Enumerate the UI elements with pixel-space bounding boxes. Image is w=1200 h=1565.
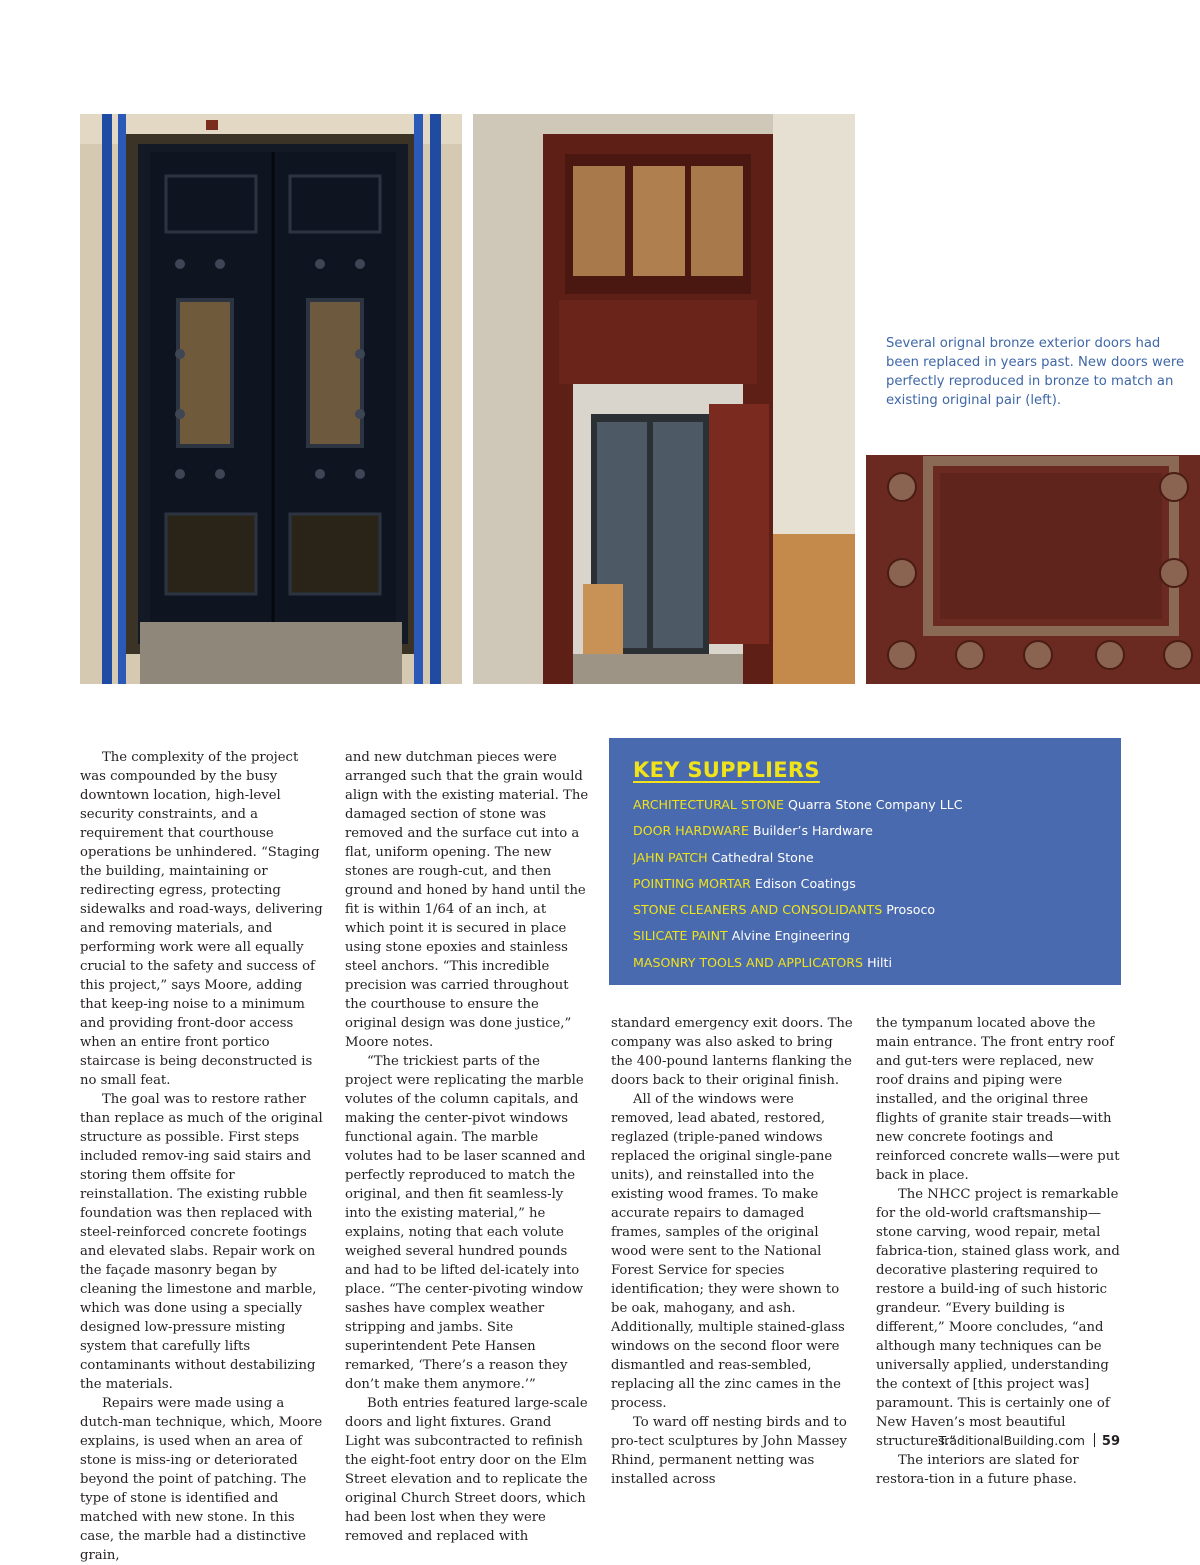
footer-site: TraditionalBuilding.com — [938, 1433, 1085, 1448]
body-column-2 — [345, 748, 589, 1546]
photo-original-bronze-doors — [80, 114, 462, 684]
key-suppliers-box — [609, 738, 1121, 985]
supplier-category: JAHN PATCH — [633, 849, 708, 865]
paragraph: Both entries featured large-scale doors and light fixtures. Grand Light was subcontracted to refinish the eight-foot entry door on the Elm Street elevation and to replicate the original Church Street doors, which had been lost when they were removed and replaced with — [345, 1396, 588, 1544]
supplier-name: Hilti — [867, 954, 892, 970]
paragraph: Repairs were made using a dutch-man technique, which, Moore explains, is used when an area of stone is miss-ing or deteriorated beyond the point of patching. The type of stone is identified and matched with new stone. In this case, the marble had a distinctive grain, — [80, 1396, 323, 1563]
body-column-1 — [80, 748, 324, 1565]
paragraph: and new dutchman pieces were arranged such that the grain would align with the existing material. The damaged section of stone was removed and the surface cut into a flat, uniform opening. The new stones are rough-cut, and then ground and honed by hand until the fit is within 1/64 of an inch, at which point it is secured in place using stone epoxies and stainless steel anchors. “This incredible precision was carried throughout the courthouse to ensure the original design was done justice,” Moore notes. — [345, 750, 589, 1050]
paragraph: the tympanum located above the main entrance. The front entry roof and gut-ters were replaced, new roof drains and piping were installed, and the original three flights of granite stair treads—with new concrete footings and reinforced concrete walls—were put back in place. — [876, 1016, 1120, 1183]
supplier-name: Builder’s Hardware — [752, 823, 873, 839]
body-column-4 — [876, 1014, 1120, 1489]
supplier-row — [633, 871, 1121, 897]
paragraph: The goal was to restore rather than replace as much of the original structure as possible. First steps included remov-ing said stairs and storing them offsite for reinstallation. The existing rubble foundation was then replaced with steel-reinforced concrete footings and elevated slabs. Repair work on the façade masonry began by cleaning the limestone and marble, which was done using a specially designed low-pressure misting system that carefully lifts contaminants without destabilizing the materials. — [80, 1092, 323, 1392]
supplier-category: SILICATE PAINT — [633, 928, 728, 944]
paragraph: The complexity of the project was compounded by the busy downtown location, high-level security constraints, and a requirement that courthouse operations be unhindered. “Staging the building, maintaining or redirecting egress, protecting sidewalks and road-ways, delivering and removing materials, and performing work were all equally crucial to the safety and success of this project,” says Moore, adding that keep-ing noise to a minimum and providing front-door access when an entire front portico staircase is being deconstructed is no small feat. — [80, 750, 323, 1088]
paragraph: The interiors are slated for restora-tion in a future phase. — [876, 1453, 1079, 1487]
photo-door-panel-detail — [866, 455, 1200, 684]
supplier-category: MASONRY TOOLS AND APPLICATORS — [633, 954, 864, 970]
page-footer — [938, 1433, 1120, 1449]
supplier-row — [633, 923, 1121, 949]
supplier-row — [633, 897, 1121, 923]
supplier-row — [633, 950, 1121, 976]
supplier-row — [633, 845, 1121, 871]
paragraph: standard emergency exit doors. The company was also asked to bring the 400-pound lanterns flanking the doors back to their original finish. — [611, 1016, 853, 1088]
paragraph: “The trickiest parts of the project were replicating the marble volutes of the column capitals, and making the center-pivot windows functional again. The marble volutes had to be laser scanned and perfectly reproduced to match the original, and then fit seamless-ly into the existing material,” he explains, noting that each volute weighed several hundred pounds and had to be lifted del-icately into place. “The center-pivoting window sashes have complex weather stripping and jambs. Site superintendent Pete Hansen remarked, ‘There’s a reason they don’t make them anymore.’” — [345, 1054, 586, 1392]
supplier-name: Edison Coatings — [754, 875, 856, 891]
paragraph: To ward off nesting birds and to pro-tect sculptures by John Massey Rhind, permanent netting was installed across — [611, 1415, 847, 1487]
key-suppliers-title: KEY SUPPLIERS — [633, 758, 820, 782]
paragraph: The NHCC project is remarkable for the old-world craftsmanship—stone carving, wood repair, metal fabrica-tion, stained glass work, and decorative plastering required to restore a build-ing of such historic grandeur. “Every building is different,” Moore concludes, “and although many techniques can be universally applied, understanding the context of [this project was] paramount. This is certainly one of New Haven’s most beautiful structures.” — [876, 1187, 1120, 1449]
supplier-row — [633, 792, 1121, 818]
supplier-category: DOOR HARDWARE — [633, 823, 749, 839]
supplier-name: Alvine Engineering — [731, 928, 851, 944]
page-number: 59 — [1101, 1434, 1120, 1449]
supplier-category: ARCHITECTURAL STONE — [633, 797, 784, 812]
supplier-name: Prosoco — [886, 902, 936, 918]
photo-reproduced-entrance — [473, 114, 855, 684]
supplier-name: Quarra Stone Company LLC — [787, 797, 963, 812]
supplier-name: Cathedral Stone — [711, 849, 814, 865]
photo-caption: Several orignal bronze exterior doors had been replaced in years past. New doors were perfectly reproduced in bronze to match an existing original pair (left). — [886, 336, 1185, 408]
supplier-category: POINTING MORTAR — [633, 875, 751, 891]
supplier-row — [633, 818, 1121, 844]
body-column-3 — [611, 1014, 855, 1489]
supplier-category: STONE CLEANERS AND CONSOLIDANTS — [633, 902, 883, 918]
paragraph: All of the windows were removed, lead abated, restored, reglazed (triple-paned windows replaced the original single-pane units), and reinstalled into the existing wood frames. To make accurate repairs to damaged frames, samples of the original wood were sent to the National Forest Service for species identification; they were shown to be oak, mahogany, and ash. Additionally, multiple stained-glass windows on the second floor were dismantled and reas-sembled, replacing all the zinc cames in the process. — [611, 1092, 845, 1411]
footer-divider — [1094, 1433, 1095, 1447]
